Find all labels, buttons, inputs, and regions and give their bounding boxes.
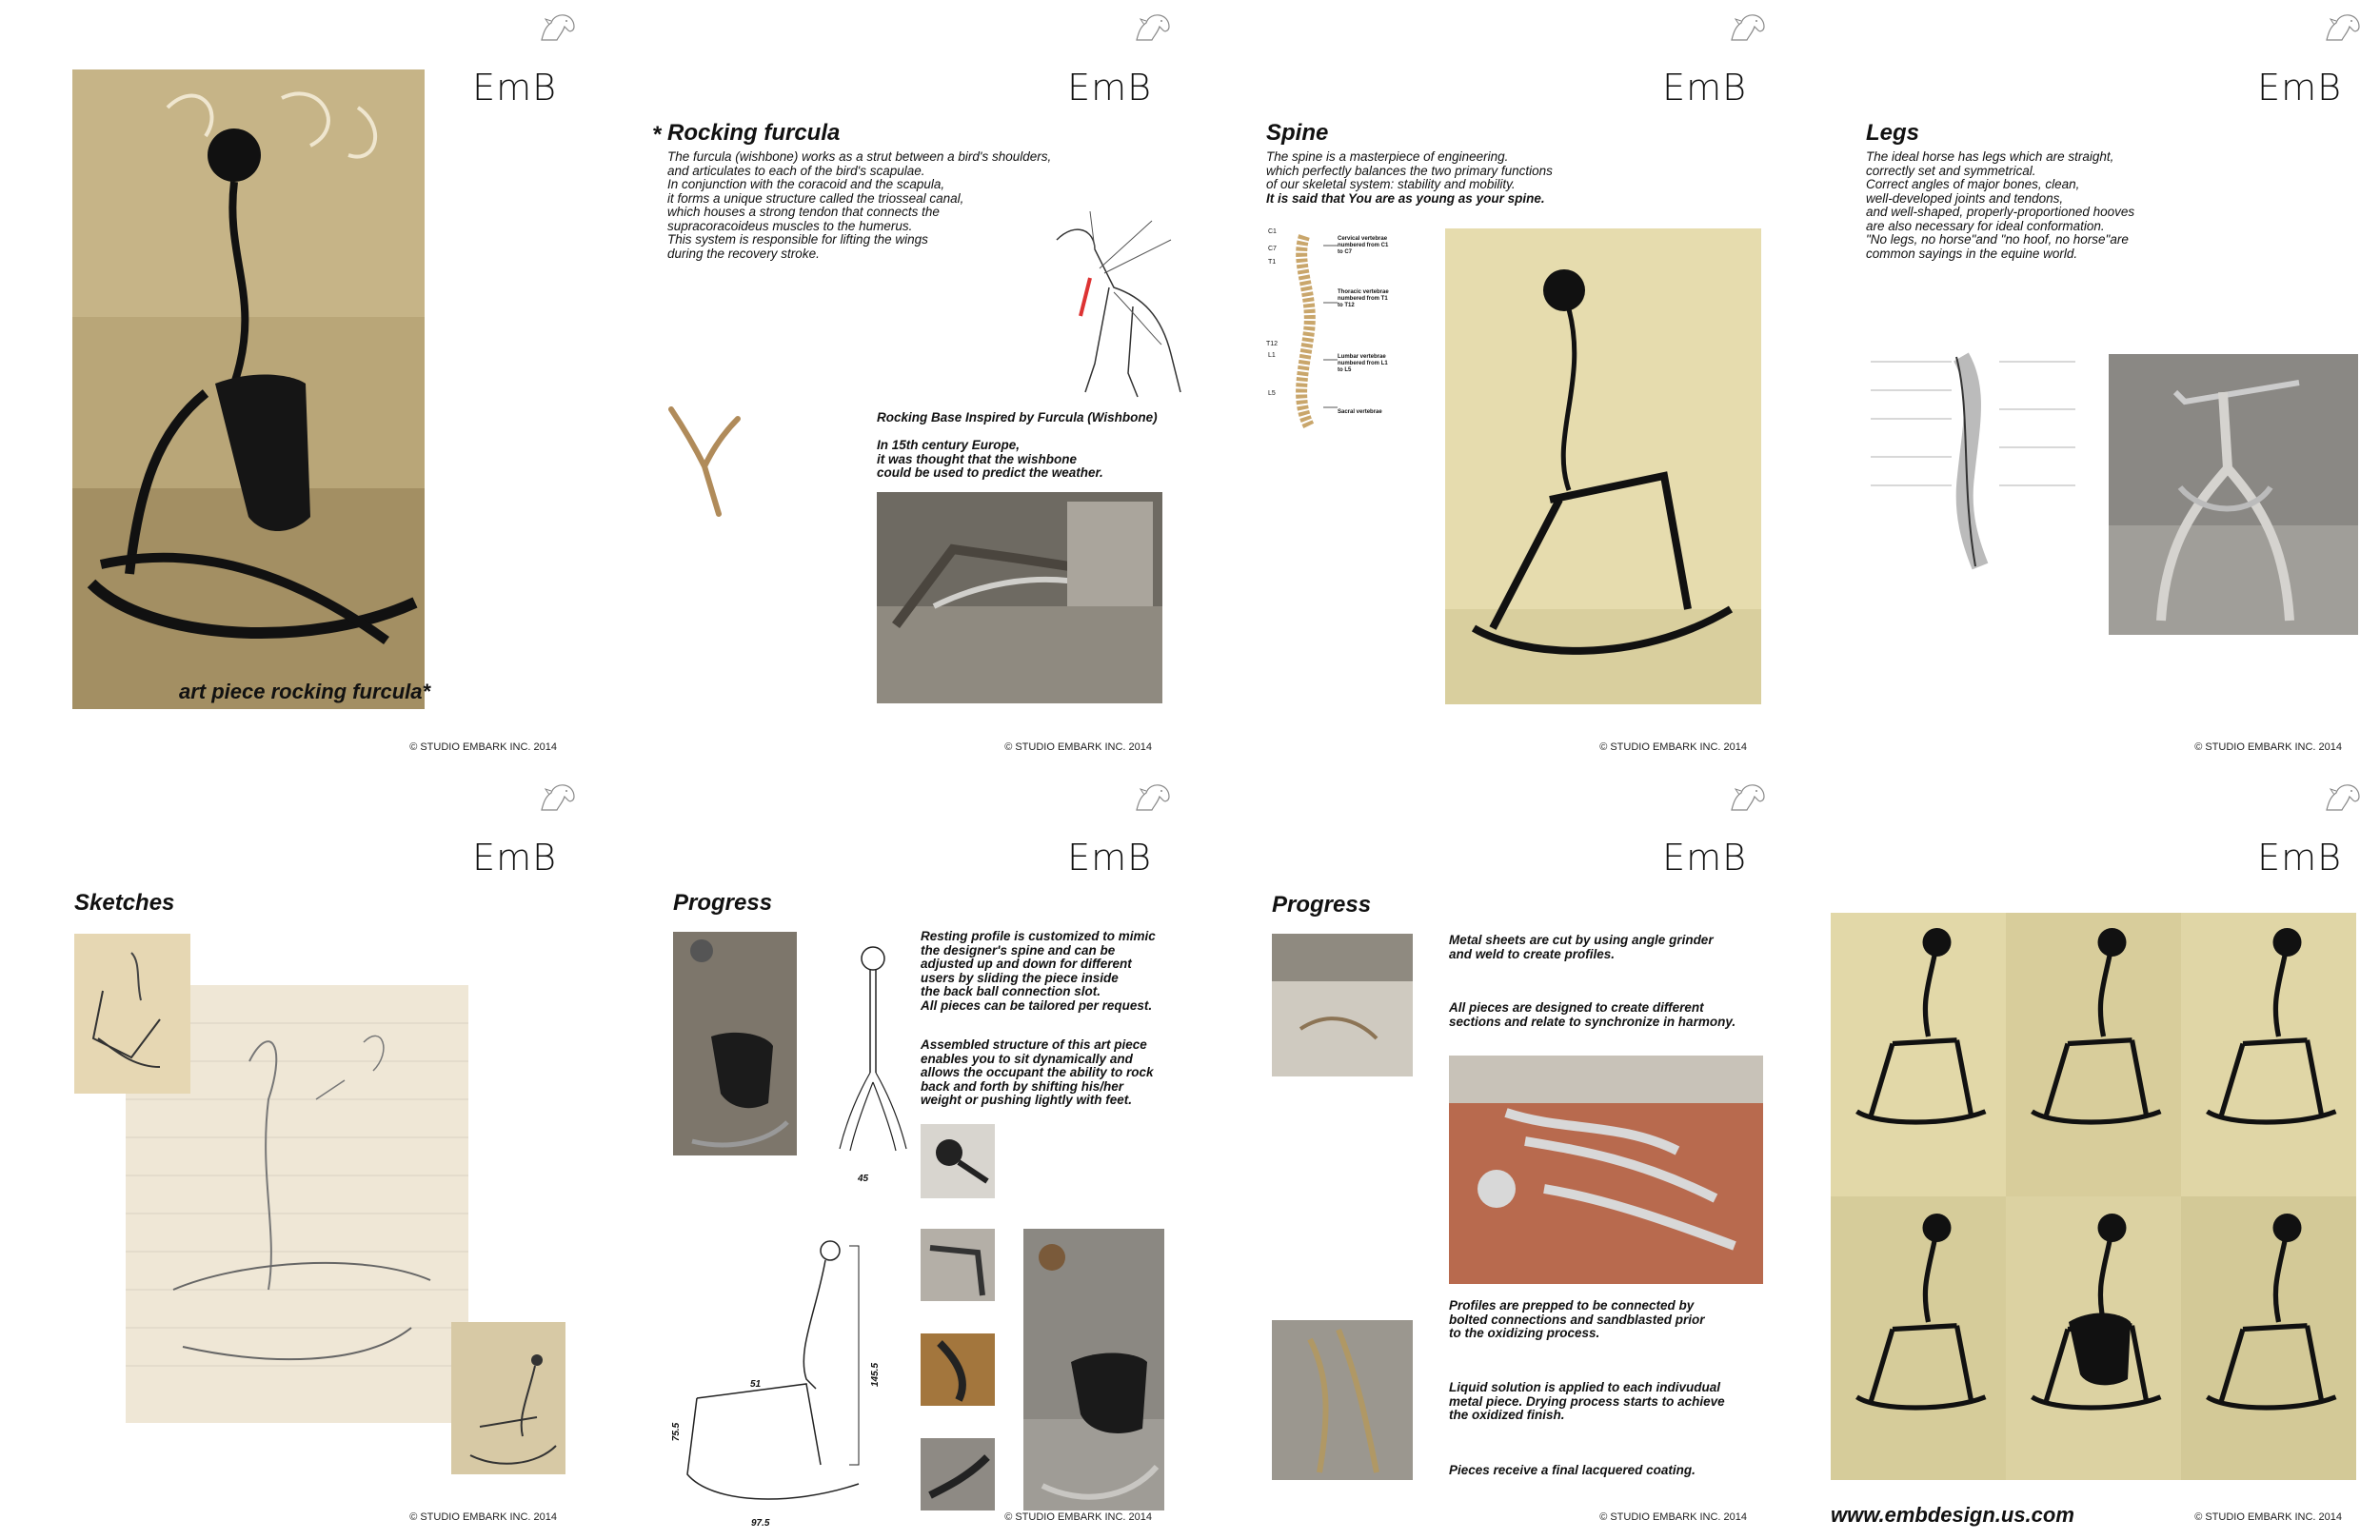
page-title: Legs: [1866, 120, 1920, 146]
sketch-small-bottom: [451, 1322, 565, 1474]
horse-logo-icon: [536, 11, 578, 44]
bird-skeleton-illustration: [1038, 202, 1185, 402]
page-legs: [1785, 0, 2380, 770]
horse-leg-anatomy-diagram: [1866, 352, 2085, 576]
brand-logo: EmB: [2257, 67, 2342, 109]
dim-51: 51: [750, 1379, 762, 1390]
pieces-design-text: All pieces are designed to create different sections and relate to synchronize in harmony.: [1449, 1000, 1736, 1029]
label-thoracic: Thoracic vertebrae numbered from T1 to T12: [1338, 289, 1389, 308]
copyright: © STUDIO EMBARK INC. 2014: [2194, 1511, 2342, 1523]
brand-logo: EmB: [1662, 67, 1747, 109]
detail-photo-2: [921, 1229, 995, 1301]
furcula-description: The furcula (wishbone) works as a strut between a bird's shoulders, and articulates to each of the bird's scapulae. In conjunction with the coracoid and the scapula, it forms a unique structure called the triosseal canal, which houses a strong tendon that connects the supracoracoideus muscles to the humerus. This system is responsible for lifting the wings during the recovery stroke.: [667, 149, 1052, 261]
wishbone-note: Rocking Base Inspired by Furcula (Wishbone) In 15th century Europe, it was thought that the wishbone could be used to predict the weather.: [877, 410, 1158, 480]
progress-photo-saddle: [673, 932, 797, 1155]
page-gallery: [1785, 770, 2380, 1540]
page-rocking-furcula: [595, 0, 1190, 770]
label-t12: T12: [1266, 341, 1279, 347]
copyright: © STUDIO EMBARK INC. 2014: [1004, 1511, 1152, 1523]
page-title: Progress: [673, 890, 773, 916]
workshop-photo: [877, 492, 1162, 703]
assembled-structure-text: Assembled structure of this art piece enables you to sit dynamically and allows the occupant the ability to rock back and forth by shifting his/her weight or pushing lightly with feet.: [921, 1037, 1154, 1107]
assembled-chair-photo: [1023, 1229, 1164, 1510]
page-title: Progress: [1272, 892, 1372, 918]
horse-logo-icon: [1726, 781, 1768, 814]
brand-logo: EmB: [1067, 67, 1152, 109]
label-c7: C7: [1268, 246, 1277, 252]
spine-chair-photo: [1445, 228, 1761, 704]
profile-drawing: [825, 939, 921, 1158]
spine-emphasis: It is said that You are as young as your spine.: [1266, 191, 1545, 206]
asterisk: *: [652, 122, 662, 148]
website-link[interactable]: www.embdesign.us.com: [1831, 1503, 2074, 1527]
detail-photo-3: [921, 1333, 995, 1406]
liquid-solution-text: Liquid solution is applied to each indivudual metal piece. Drying process starts to achieve the oxidized finish.: [1449, 1380, 1725, 1422]
page-title: Spine: [1266, 120, 1329, 146]
brand-logo: EmB: [472, 67, 557, 109]
page-art-piece: [0, 0, 595, 770]
spine-diagram: [1266, 227, 1390, 436]
label-c1: C1: [1268, 228, 1277, 235]
metal-sheet-photo: [1272, 934, 1413, 1076]
label-t1: T1: [1268, 259, 1277, 266]
copyright: © STUDIO EMBARK INC. 2014: [409, 741, 557, 753]
wishbone-photo: [662, 400, 747, 523]
horse-logo-icon: [1131, 781, 1173, 814]
page-spine: [1190, 0, 1785, 770]
label-lumbar: Lumbar vertebrae numbered from L1 to L5: [1338, 354, 1388, 373]
label-l5: L5: [1268, 390, 1276, 397]
page-sketches: [0, 770, 595, 1540]
brand-logo: EmB: [1662, 837, 1747, 879]
page-title: Rocking furcula: [667, 120, 841, 146]
page-progress-2: [1190, 770, 1785, 1540]
label-sacral: Sacral vertebrae: [1338, 409, 1382, 415]
spine-description: The spine is a masterpiece of engineering. which perfectly balances the two primary functions of our skeletal system: stability and mobility.: [1266, 149, 1553, 191]
profile-dimension-drawing: [673, 1227, 863, 1512]
prep-text: Profiles are prepped to be connected by bolted connections and sandblasted prior to the oxidizing process.: [1449, 1298, 1705, 1340]
copyright: © STUDIO EMBARK INC. 2014: [1599, 741, 1747, 753]
leg-structure-photo: [2109, 354, 2358, 635]
page-progress-1: [595, 770, 1190, 1540]
copyright: © STUDIO EMBARK INC. 2014: [1599, 1511, 1747, 1523]
copyright: © STUDIO EMBARK INC. 2014: [2194, 741, 2342, 753]
dim-width-base: 45: [858, 1174, 869, 1184]
resting-profile-text: Resting profile is customized to mimic the designer's spine and can be adjusted up and down for different users by sliding the piece inside the back ball connection slot. All pieces can be tailored per request.: [921, 929, 1156, 1013]
art-piece-photo: [72, 69, 425, 709]
horse-logo-icon: [1726, 11, 1768, 44]
brand-logo: EmB: [2257, 837, 2342, 879]
dim-145: 145.5: [870, 1362, 882, 1388]
legs-description: The ideal horse has legs which are straight, correctly set and symmetrical. Correct angles of major bones, clean, well-developed joints and tendons, and well-shaped, properly-proportioned hooves are also necessary for ideal conformation. "No legs, no horse"and "no hoof, no horse"are common sayings in the equine world.: [1866, 149, 2135, 261]
copyright: © STUDIO EMBARK INC. 2014: [409, 1511, 557, 1523]
label-l1: L1: [1268, 352, 1276, 359]
gallery-grid: [1831, 913, 2356, 1480]
brand-logo: EmB: [1067, 837, 1152, 879]
copyright: © STUDIO EMBARK INC. 2014: [1004, 741, 1152, 753]
horse-logo-icon: [536, 781, 578, 814]
sketch-small-top: [74, 934, 190, 1094]
oxidized-profile-photo: [1272, 1320, 1413, 1480]
detail-photo-1: [921, 1124, 995, 1198]
horse-logo-icon: [2321, 781, 2363, 814]
dim-97: 97.5: [751, 1518, 770, 1529]
art-piece-caption: art piece rocking furcula*: [179, 680, 431, 703]
horse-logo-icon: [1131, 11, 1173, 44]
profiles-on-table-photo: [1449, 1056, 1763, 1284]
label-cervical: Cervical vertebrae numbered from C1 to C7: [1338, 236, 1389, 255]
brand-logo: EmB: [472, 837, 557, 879]
metal-cut-text: Metal sheets are cut by using angle grinder and weld to create profiles.: [1449, 933, 1714, 961]
dim-75: 75.5: [671, 1422, 683, 1442]
horse-logo-icon: [2321, 11, 2363, 44]
lacquer-text: Pieces receive a final lacquered coating.: [1449, 1463, 1696, 1477]
detail-photo-4: [921, 1438, 995, 1510]
page-title: Sketches: [74, 890, 175, 916]
